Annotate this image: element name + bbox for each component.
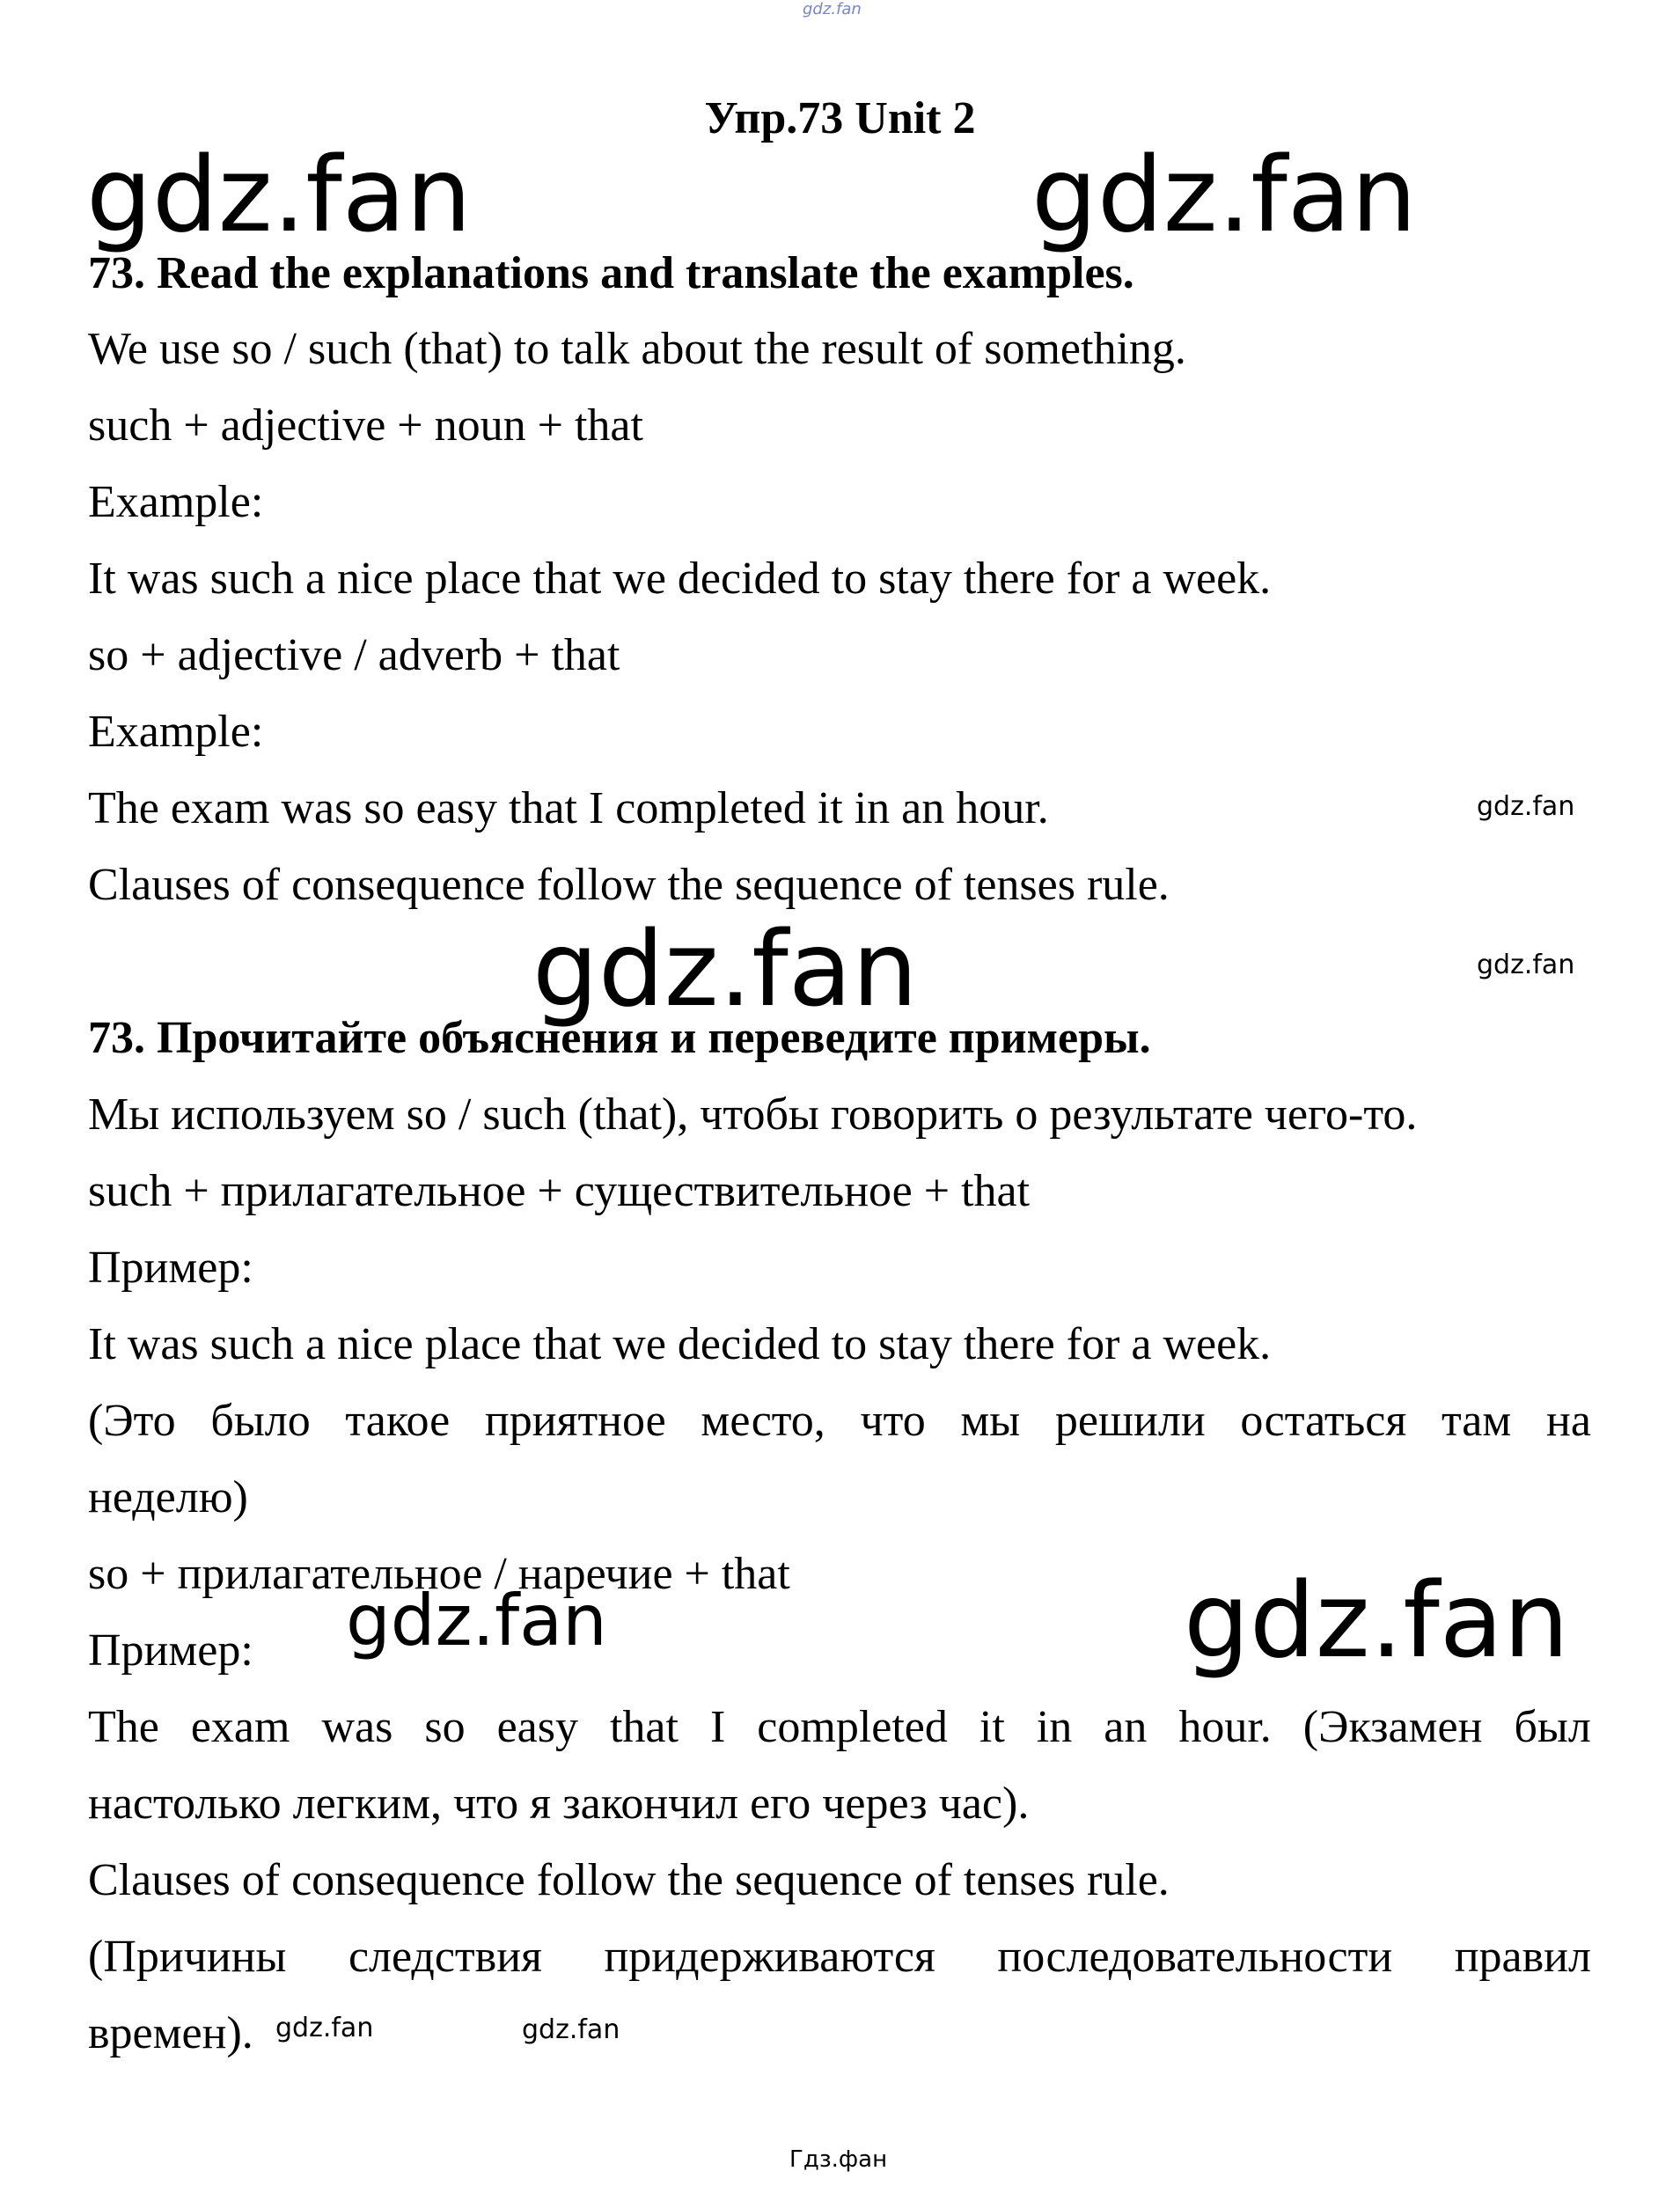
watermark-big-3: gdz.fan (532, 908, 918, 1030)
english-line-8: Clauses of consequence follow the sequence of tenses rule. (88, 860, 1170, 910)
page-title: Упр.73 Unit 2 (704, 93, 976, 143)
english-line-4: It was such a nice place that we decided to stay there for a week. (88, 554, 1272, 604)
english-line-5: so + adjective / adverb + that (88, 630, 620, 680)
russian-line-7: so + прилагательное / наречие + that (88, 1549, 790, 1599)
watermark-small-4: gdz.fan (522, 2014, 620, 2045)
english-line-1: We use so / such (that) to talk about the result of something. (88, 324, 1186, 374)
english-heading: 73. Read the explanations and translate the examples. (88, 248, 1134, 298)
english-line-6: Example: (88, 707, 264, 757)
english-line-2: such + adjective + noun + that (88, 400, 643, 451)
english-line-7: The exam was so easy that I completed it in an hour. (88, 783, 1049, 833)
watermark-big-4: gdz.fan (1184, 1559, 1569, 1681)
russian-line-9: The exam was so easy that I completed it in an hour. (Экзамен был (88, 1702, 1591, 1752)
russian-line-10: настолько легким, что я закончил его через час). (88, 1779, 1030, 1829)
watermark-small-3: gdz.fan (275, 2013, 374, 2043)
watermark-mid: gdz.fan (346, 1580, 607, 1662)
russian-line-8: Пример: (88, 1625, 253, 1676)
russian-line-4: It was such a nice place that we decided to stay there for a week. (88, 1319, 1272, 1369)
watermark-footer: Гдз.фан (789, 2146, 888, 2173)
watermark-top: gdz.fan (803, 0, 862, 18)
watermark-small-2: gdz.fan (1477, 950, 1575, 980)
russian-line-13: времен). (88, 2008, 253, 2058)
english-line-3: Example: (88, 477, 264, 527)
russian-line-11: Clauses of consequence follow the sequence of tenses rule. (88, 1855, 1170, 1905)
watermark-big-1: gdz.fan (86, 134, 472, 255)
russian-line-5: (Это было такое приятное место, что мы решили остаться там на (88, 1396, 1591, 1446)
russian-line-2: such + прилагательное + существительное + that (88, 1166, 1031, 1216)
watermark-small-1: gdz.fan (1477, 791, 1575, 822)
russian-line-3: Пример: (88, 1243, 253, 1293)
watermark-big-2: gdz.fan (1031, 134, 1417, 255)
russian-line-6: неделю) (88, 1472, 248, 1522)
russian-line-12: (Причины следствия придерживаются последовательности правил (88, 1932, 1591, 1982)
russian-line-1: Мы используем so / such (that), чтобы говорить о результате чего-то. (88, 1089, 1418, 1140)
russian-heading: 73. Прочитайте объяснения и переведите примеры. (88, 1013, 1151, 1063)
